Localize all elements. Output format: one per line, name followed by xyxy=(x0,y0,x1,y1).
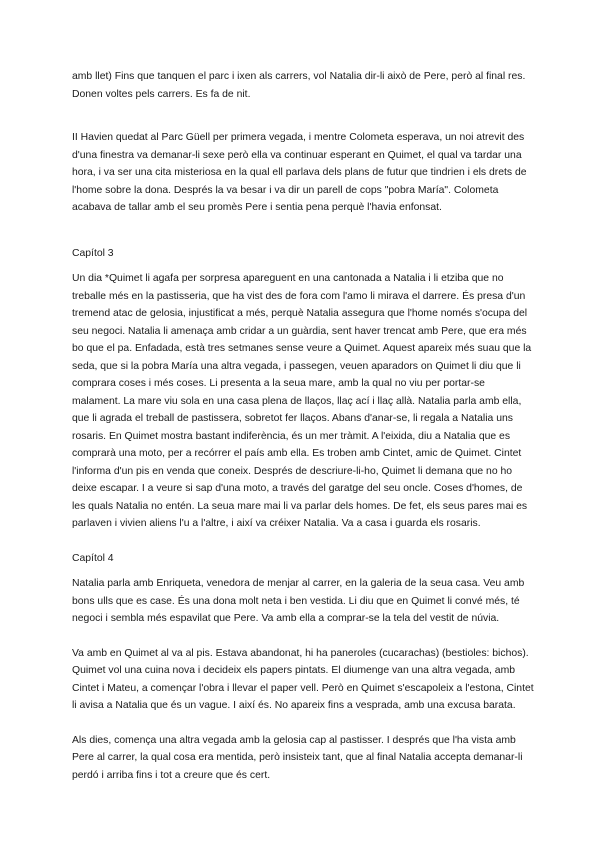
chapter-4-paragraph: Als dies, comença una altra vegada amb la gelosia cap al pastisser. I després que l'ha vista amb Pere al carrer, la qual cosa era mentida, però insisteix tant, que al final Natalia accepta demanar-li perdó i arriba fins i tot a creure que és cert. xyxy=(72,734,523,781)
chapter-4-heading: Capítol 4 xyxy=(72,552,114,564)
document-page xyxy=(72,68,534,801)
chapter-3-body: Un dia *Quimet li agafa per sorpresa apareguent en una cantonada a Natalia i li etziba que no treballe més en la pastisseria, que ha vist des de fora com l'amo li mirava el darrere. És presa d'un tremend atac de gelosia, injustificat a més, perquè Natalia assegura que l'home només s'ocupa del seu negoci. Natalia li amenaça amb cridar a un guàrdia, sent haver trencat amb Pere, que era més bo que el pa. Enfadada, està tres setmanes sense veure a Quimet. Aquest apareix més suau que la seda, que si la pobra María una altra vegada, i passegen, veuen aparadors on Quimet li diu que li comprara coses i més coses. Li presenta a la seua mare, amb la qual no viu per portar-se malament. La mare viu sola en una casa plena de llaços, llaç ací i llaç allà. Natalia parla amb ella, que li agrada el treball de pastissera, sobretot fer llaços. Abans d'anar-se, li regala a Natalia uns rosaris. En Quimet mostra bastant indiferència, és un mer tràmit. A l'eixida, diu a Natalia que es comprarà una moto, per a recórrer el país amb ella. Es troben amb Cintet, amic de Quimet. Cintet l'informa d'un pis en venda que coneix. Després de descriure-li-ho, Quimet li demana que no ho deixe escapar. I a veure si sap d'una moto, a través del garatge del seu oncle. Coses d'homes, de les quals Natalia no entén. La seua mare mai li va parlar dels homes. De fet, els seus pares mai es parlaven i vivien aliens l'u a l'altre, i així va créixer Natalia. Va a casa i guarda els rosaris. xyxy=(72,273,532,529)
intro-paragraph: amb llet) Fins que tanquen el parc i ixen als carrers, vol Natalia dir-li això de Pere, però al final res. Donen voltes pels carrers. Es fa de nit. xyxy=(72,71,526,100)
chapter-3-heading: Capítol 3 xyxy=(72,247,114,259)
chapter-4-paragraph: Va amb en Quimet al va al pis. Estava abandonat, hi ha paneroles (cucarachas) (bestioles: bichos). Quimet vol una cuina nova i decideix els papers pintats. El diumenge van una altra vegada, amb Cintet i Mateu, a començar l'obra i llevar el paper vell. Però en Quimet s'escapoleix a l'estona, Cintet li avisa a Natalia que és un vague. I així és. No apareix fins a vesprada, amb una excusa barata. xyxy=(72,647,534,711)
chapter-4-paragraph: Natalia parla amb Enriqueta, venedora de menjar al carrer, en la galeria de la seua casa. Veu amb bons ulls que es case. És una dona molt neta i ben vestida. Li diu que en Quimet li convé més, té negoci i sembla més espavilat que Pere. Va amb ella a comprar-se la tela del vestit de núvia. xyxy=(72,578,525,624)
summary-paragraph: II Havien quedat al Parc Güell per primera vegada, i mentre Colometa esperava, un noi atrevit des d'una finestra va demanar-li sexe però ella va continuar esperant en Quimet, el qual va tardar una hora, i va ser una cita misteriosa en la qual ell parlava dels plans de futur que tindrien i els drets de l'home sobre la dona. Després la va besar i va dir un parell de cops "pobra María". Colometa acabava de tallar amb el seu promès Pere i sentia pena perquè l'havia enfonsat. xyxy=(72,132,527,213)
